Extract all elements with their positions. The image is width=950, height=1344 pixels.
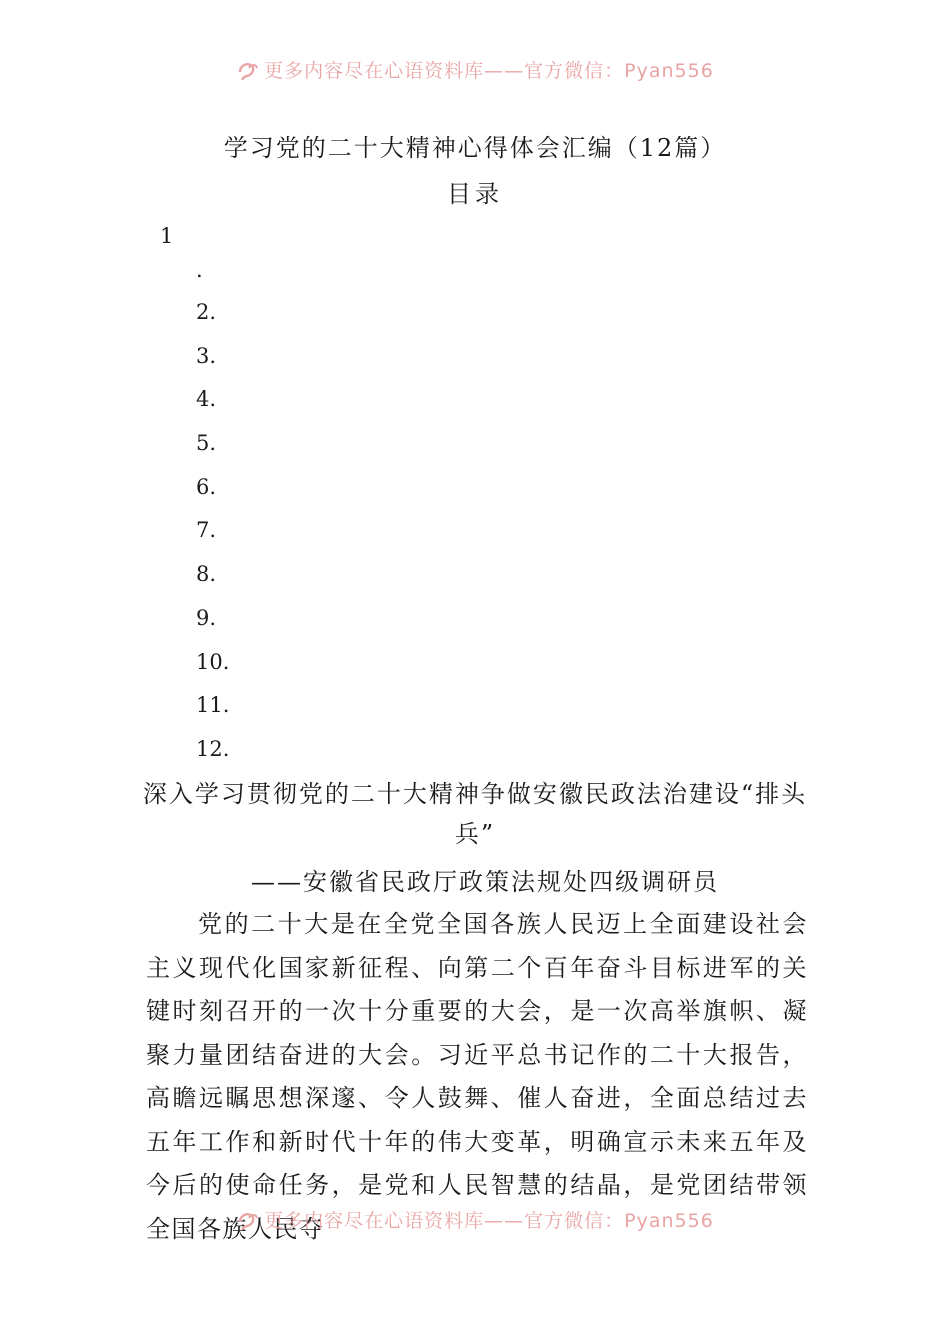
article-body-paragraph: 党的二十大是在全党全国各族人民迈上全面建设社会主义现代化国家新征程、向第二个百年奋斗目标进军的关键时刻召开的一次十分重要的大会，是一次高举旗帜、凝聚力量团结奋进的大会。习近平总书记作的二十大报告，高瞻远瞩思想深邃、令人鼓舞、催人奋进，全面总结过去五年工作和新时代十年的伟大变革，明确宣示未来五年及今后的使命任务，是党和人民智慧的结晶，是党团结带领全国各族人民夺 bbox=[146, 910, 808, 1243]
toc-item: 2. bbox=[196, 300, 217, 324]
article-author: ——安徽省民政厅政策法规处四级调研员 bbox=[251, 868, 719, 896]
toc-heading: 目录 bbox=[447, 180, 503, 208]
watermark-bottom bbox=[0, 1206, 950, 1236]
toc-item: 11. bbox=[196, 693, 230, 718]
watermark-text: 更多内容尽在心语资料库——官方微信：Pyan556 bbox=[264, 60, 714, 82]
article-title: 深入学习贯彻党的二十大精神争做安徽民政法治建设“排头兵” bbox=[142, 780, 808, 848]
toc-item-dot: . bbox=[196, 258, 203, 282]
toc-item: 9. bbox=[196, 605, 217, 630]
toc-item: 6. bbox=[196, 474, 217, 499]
toc-list bbox=[196, 296, 229, 777]
toc-item: 3. bbox=[196, 343, 217, 368]
watermark-text: 更多内容尽在心语资料库——官方微信：Pyan556 bbox=[264, 1210, 714, 1232]
toc-item: 10. bbox=[196, 649, 230, 674]
document-title: 学习党的二十大精神心得体会汇编（12篇） bbox=[223, 134, 727, 162]
watermark-logo-icon bbox=[236, 1208, 260, 1232]
toc-item: 12. bbox=[196, 736, 230, 761]
toc-item: 8. bbox=[196, 562, 217, 587]
toc-item-number: 1 bbox=[160, 224, 174, 248]
toc-item: 5. bbox=[196, 431, 217, 456]
toc-item: 7. bbox=[196, 518, 217, 543]
watermark-top bbox=[0, 56, 950, 86]
watermark-logo-icon bbox=[236, 58, 260, 82]
toc-item: 4. bbox=[196, 387, 217, 412]
